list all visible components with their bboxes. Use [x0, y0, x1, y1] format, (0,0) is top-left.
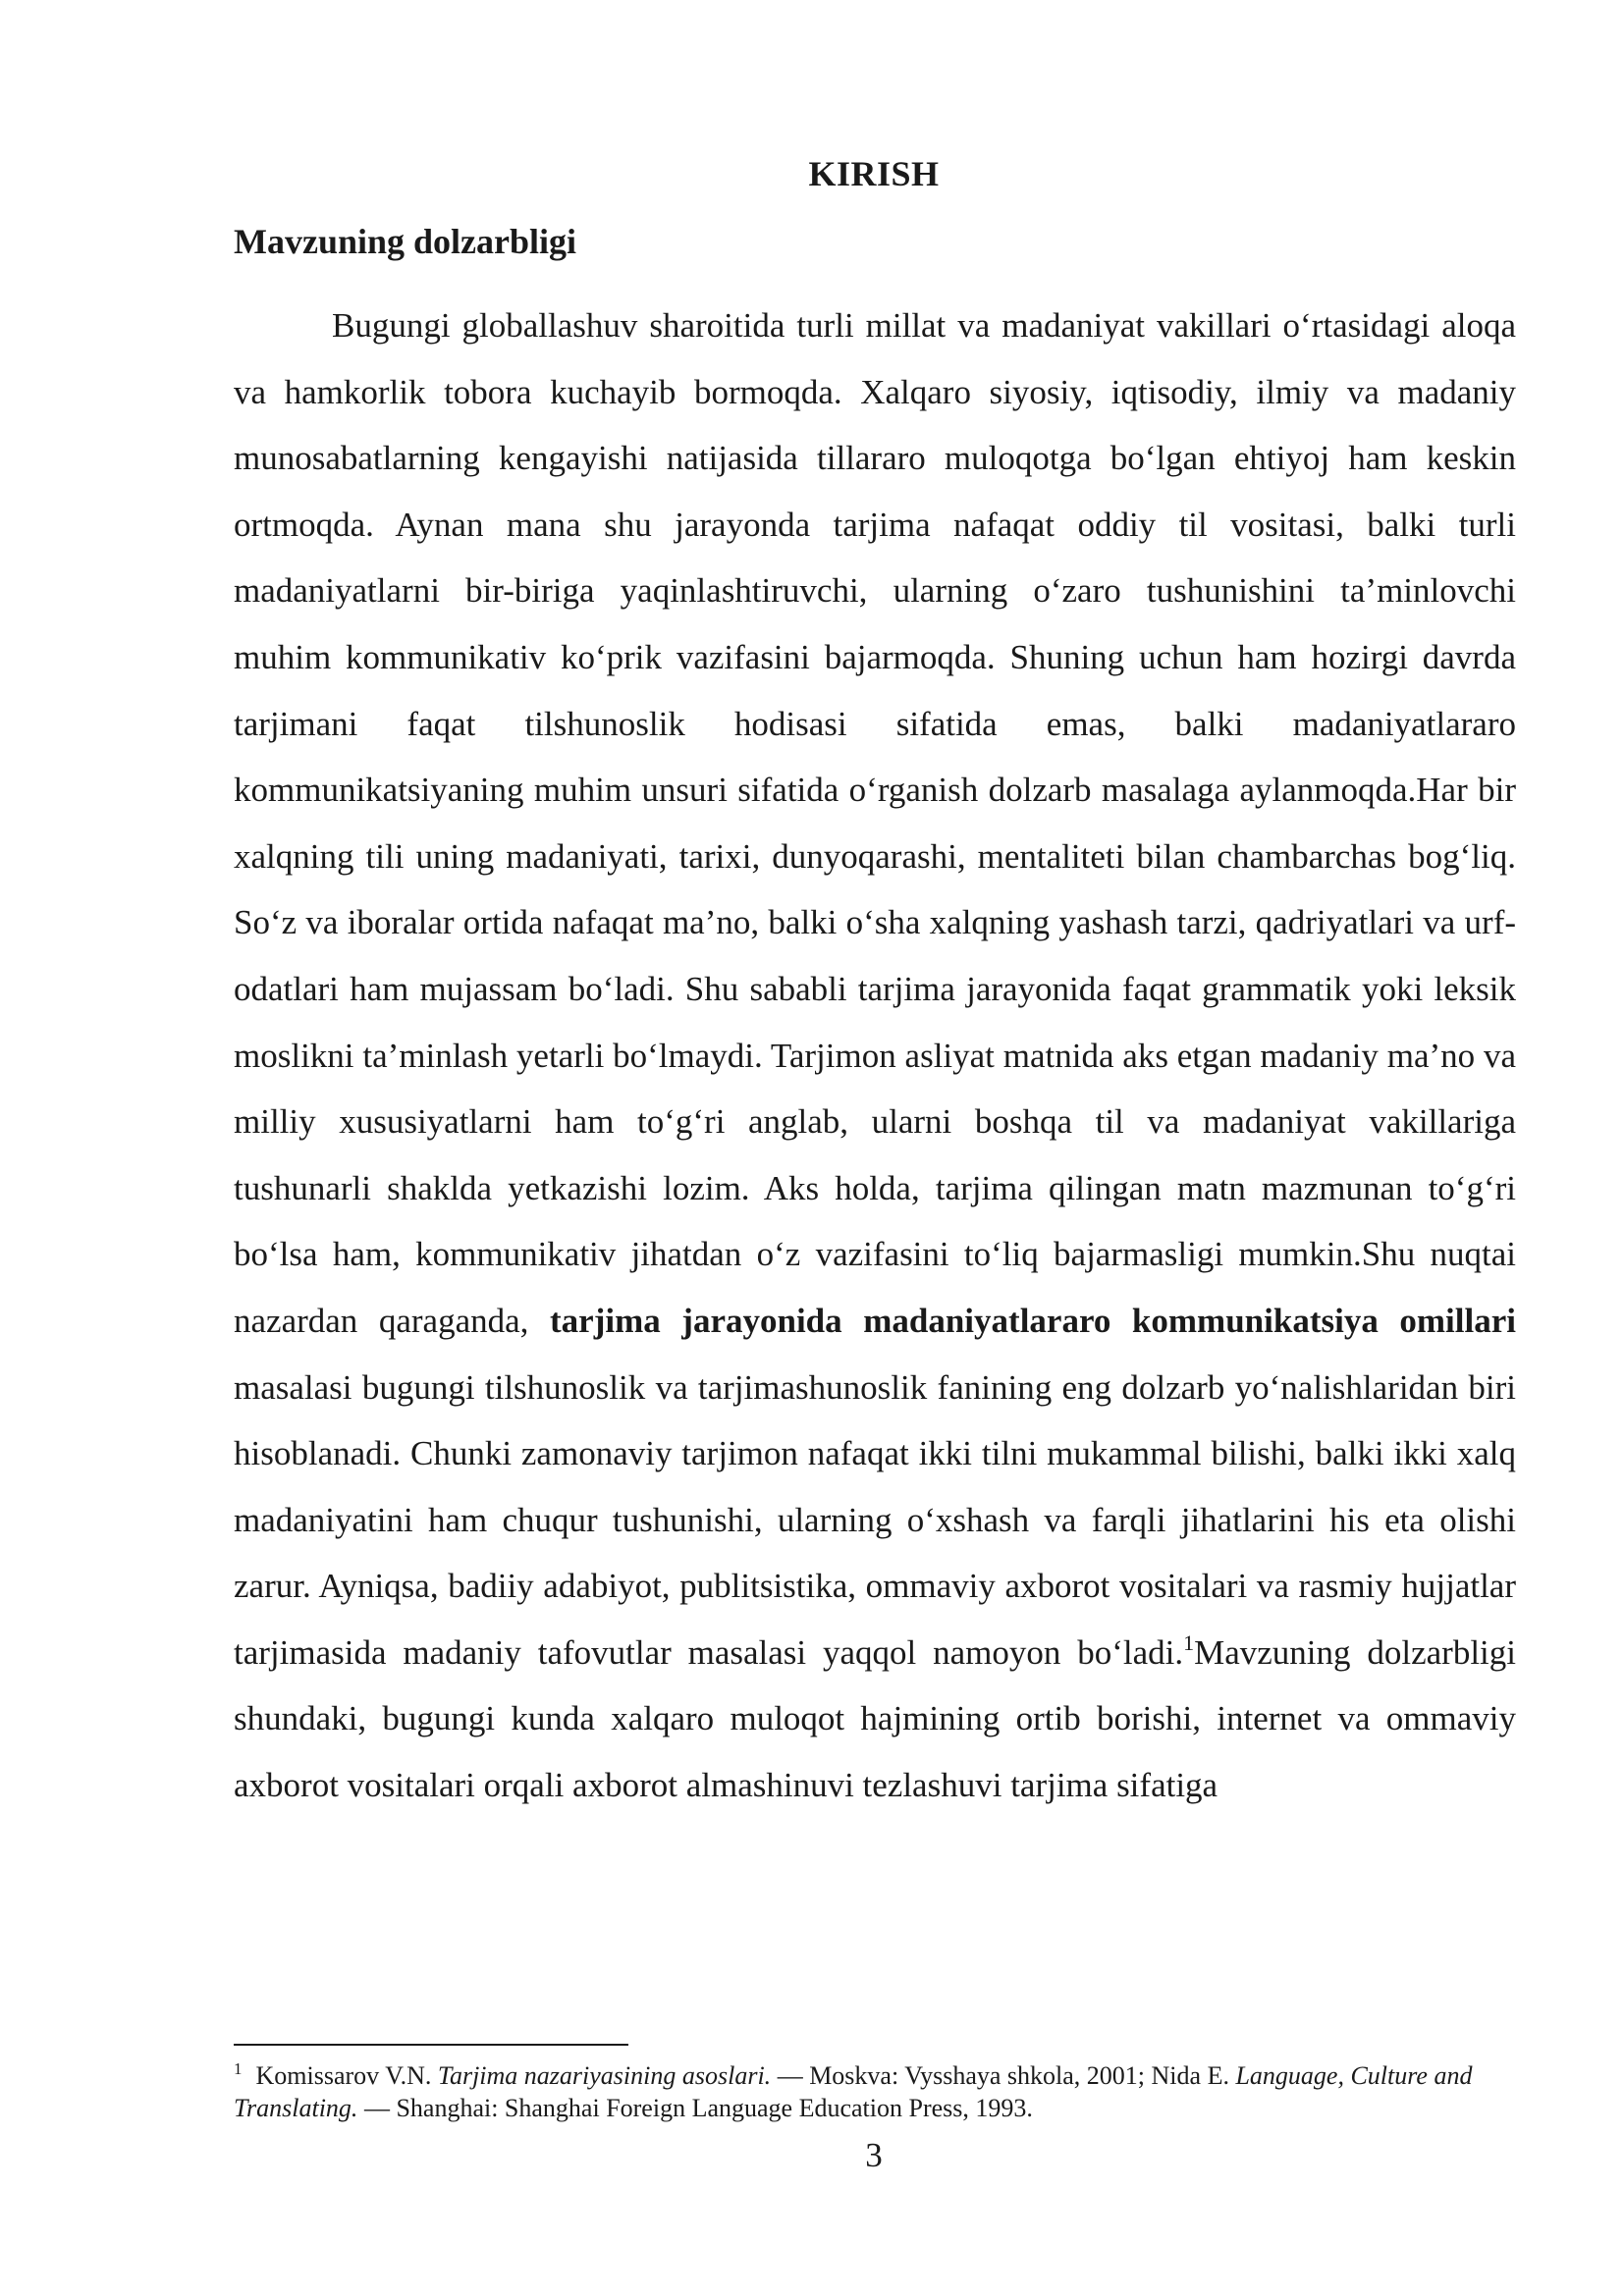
footnote-text-part-3: — Shanghai: Shanghai Foreign Language Education Press, 1993.	[357, 2094, 1033, 2122]
section-title: Mavzuning dolzarbligi	[234, 222, 577, 261]
chapter-title: KIRISH	[808, 154, 940, 193]
body-text-part-1: Bugungi globallashuv sharoitida turli millat va madaniyat vakillari o‘rtasidagi aloqa va hamkorlik tobora kuchayib bormoqda. Xalqaro siyosiy, iqtisodiy, ilmiy va madaniy munosabatlarning kengayishi natijasida tillararo muloqotga bo‘lgan ehtiyoj ham keskin ortmoqda. Aynan mana shu jarayonda tarjima nafaqat oddiy til vositasi, balki turli madaniyatlarni bir-biriga yaqinlashtiruvchi, ularning o‘zaro tushunishini ta’minlovchi muhim kommunikativ ko‘prik vazifasini bajarmoqda. Shuning uchun ham hozirgi davrda tarjimani faqat tilshunoslik hodisasi sifatida emas, balki madaniyatlararo kommunikatsiyaning muhim unsuri sifatida o‘rganish dolzarb masalaga aylanmoqda.Har bir xalqning tili uning madaniyati, tarixi, dunyoqarashi, mentaliteti bilan chambarchas bog‘liq. So‘z va iboralar ortida nafaqat ma’no, balki o‘sha xalqning yashash tarzi, qadriyatlari va urf-odatlari ham mujassam bo‘ladi. Shu sababli tarjima jarayonida faqat grammatik yoki leksik moslikni ta’minlash yetarli bo‘lmaydi. Tarjimon asliyat matnida aks etgan madaniy ma’no va milliy xususiyatlarni ham to‘g‘ri anglab, ularni boshqa til va madaniyat vakillariga tushunarli shaklda yetkazishi lozim. Aks holda, tarjima qilingan matn mazmunan to‘g‘ri bo‘lsa ham, kommunikativ jihatdan o‘z vazifasini to‘liq bajarmasligi mumkin.Shu nuqtai nazardan qaraganda,	[234, 306, 1516, 1340]
footnote-separator	[234, 2044, 628, 2046]
footnote-text-part-1: Komissarov V.N.	[255, 2061, 438, 2090]
body-bold-phrase: tarjima jarayonida madaniyatlararo kommunikatsiya omillari	[550, 1301, 1516, 1340]
body-paragraph	[234, 293, 1516, 1819]
footnote	[234, 2059, 1516, 2124]
footnote-title-1: Tarjima nazariyasining asoslari.	[437, 2061, 772, 2090]
body-text-part-3: Mavzuning dolzarbligi shundaki, bugungi kunda xalqaro muloqot hajmining ortib borishi, internet va ommaviy axborot vositalari orqali axborot almashinuvi tezlashuvi tarjima sifatiga	[234, 1632, 1516, 1805]
page-number: 3	[865, 2136, 883, 2174]
footnote-title-2: Language, Culture and Translating.	[234, 2061, 1473, 2122]
footnote-reference[interactable]: 1	[1183, 1629, 1195, 1655]
footnote-text-part-2: — Moskva: Vysshaya shkola, 2001; Nida E.	[771, 2061, 1236, 2090]
body-text-part-2: masalasi bugungi tilshunoslik va tarjimashunoslik fanining eng dolzarb yo‘nalishlaridan biri hisoblanadi. Chunki zamonaviy tarjimon nafaqat ikki tilni mukammal bilishi, balki ikki xalq madaniyatini ham chuqur tushunishi, ularning o‘xshash va farqli jihatlarini his eta olishi zarur. Ayniqsa, badiiy adabiyot, publitsistika, ommaviy axborot vositalari va rasmiy hujjatlar tarjimasida madaniy tafovutlar masalasi yaqqol namoyon bo‘ladi.	[234, 1367, 1516, 1672]
footnote-number: 1	[234, 2059, 243, 2078]
